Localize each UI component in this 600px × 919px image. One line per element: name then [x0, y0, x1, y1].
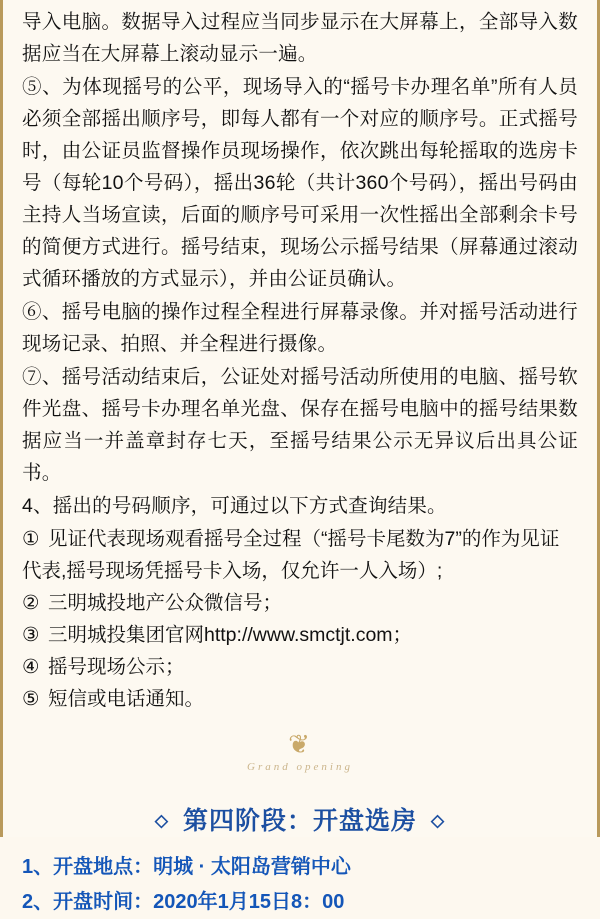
paragraph-continuation: 导入电脑。数据导入过程应当同步显示在大屏幕上，全部导入数据应当在大屏幕上滚动显示一遍。 — [22, 11, 578, 65]
paragraph-item-5: ⑤、为体现摇号的公平，现场导入的“摇号卡办理名单”所有人员必须全部摇出顺序号，即每人都有一个对应的顺序号。正式摇号时，由公证员监督操作员现场操作，依次跳出每轮摇取的选房卡号（每轮10个号码），摇出36轮（共计360个号码），摇出号码由主持人当场宣读，后面的顺序号可采用一次性摇出全部剩余卡号的简便方式进行。摇号结束，现场公示摇号结果（屏幕通过滚动式循环播放的方式显示），并由公证员确认。 — [22, 76, 578, 290]
opening-time-label: 2、开盘时间： — [22, 891, 154, 913]
opening-location-value: 明城 · 太阳岛营销中心 — [153, 856, 351, 878]
opening-time-value: 2020年1月15日8：00 — [153, 891, 345, 913]
paragraph-query-heading: 4、摇出的号码顺序，可通过以下方式查询结果。 — [22, 495, 447, 517]
query-method-2-number: ② — [22, 592, 40, 614]
query-method-4 — [22, 651, 578, 683]
paragraph-item-6: ⑥、摇号电脑的操作过程全程进行屏幕录像。并对摇号活动进行现场记录、拍照、并全程进行摄像。 — [22, 301, 578, 355]
opening-location-label: 1、开盘地点： — [22, 856, 154, 878]
query-method-3-text: 三明城投集团官网http://www.smctjt.com； — [48, 624, 413, 646]
flourish-icon: ❦ — [288, 729, 312, 759]
query-method-2 — [22, 587, 578, 619]
query-method-4-text: 摇号现场公示； — [48, 656, 185, 678]
stage-heading — [22, 801, 578, 837]
query-method-3 — [22, 619, 578, 651]
query-method-1-text: 见证代表现场观看摇号全过程（“摇号卡尾数为7”的作为见证代表,摇号现场凭摇号卡入场，仅允许一人入场）; — [22, 528, 560, 582]
query-method-3-number: ③ — [22, 624, 40, 646]
query-method-5-number: ⑤ — [22, 688, 40, 710]
query-method-5 — [22, 683, 578, 715]
diamond-left-icon: ◇ — [154, 811, 169, 830]
ornament-subtitle: Grand opening — [247, 761, 353, 773]
query-method-2-text: 三明城投地产公众微信号； — [48, 592, 283, 614]
diamond-right-icon: ◇ — [431, 811, 446, 830]
stage-heading-text: 第四阶段：开盘选房 — [182, 807, 417, 835]
query-method-1 — [22, 523, 578, 587]
opening-time-line — [22, 886, 578, 919]
paragraph-item-7: ⑦、摇号活动结束后，公证处对摇号活动所使用的电脑、摇号软件光盘、摇号卡办理名单光盘、保存在摇号电脑中的摇号结果数据应当一并盖章封存七天，至摇号结果公示无异议后出具公证书。 — [22, 366, 578, 484]
opening-location-line — [22, 851, 578, 884]
query-method-4-number: ④ — [22, 656, 40, 678]
decorative-ornament — [22, 729, 578, 791]
query-method-5-text: 短信或电话通知。 — [48, 688, 205, 710]
query-method-1-number: ① — [22, 528, 40, 550]
